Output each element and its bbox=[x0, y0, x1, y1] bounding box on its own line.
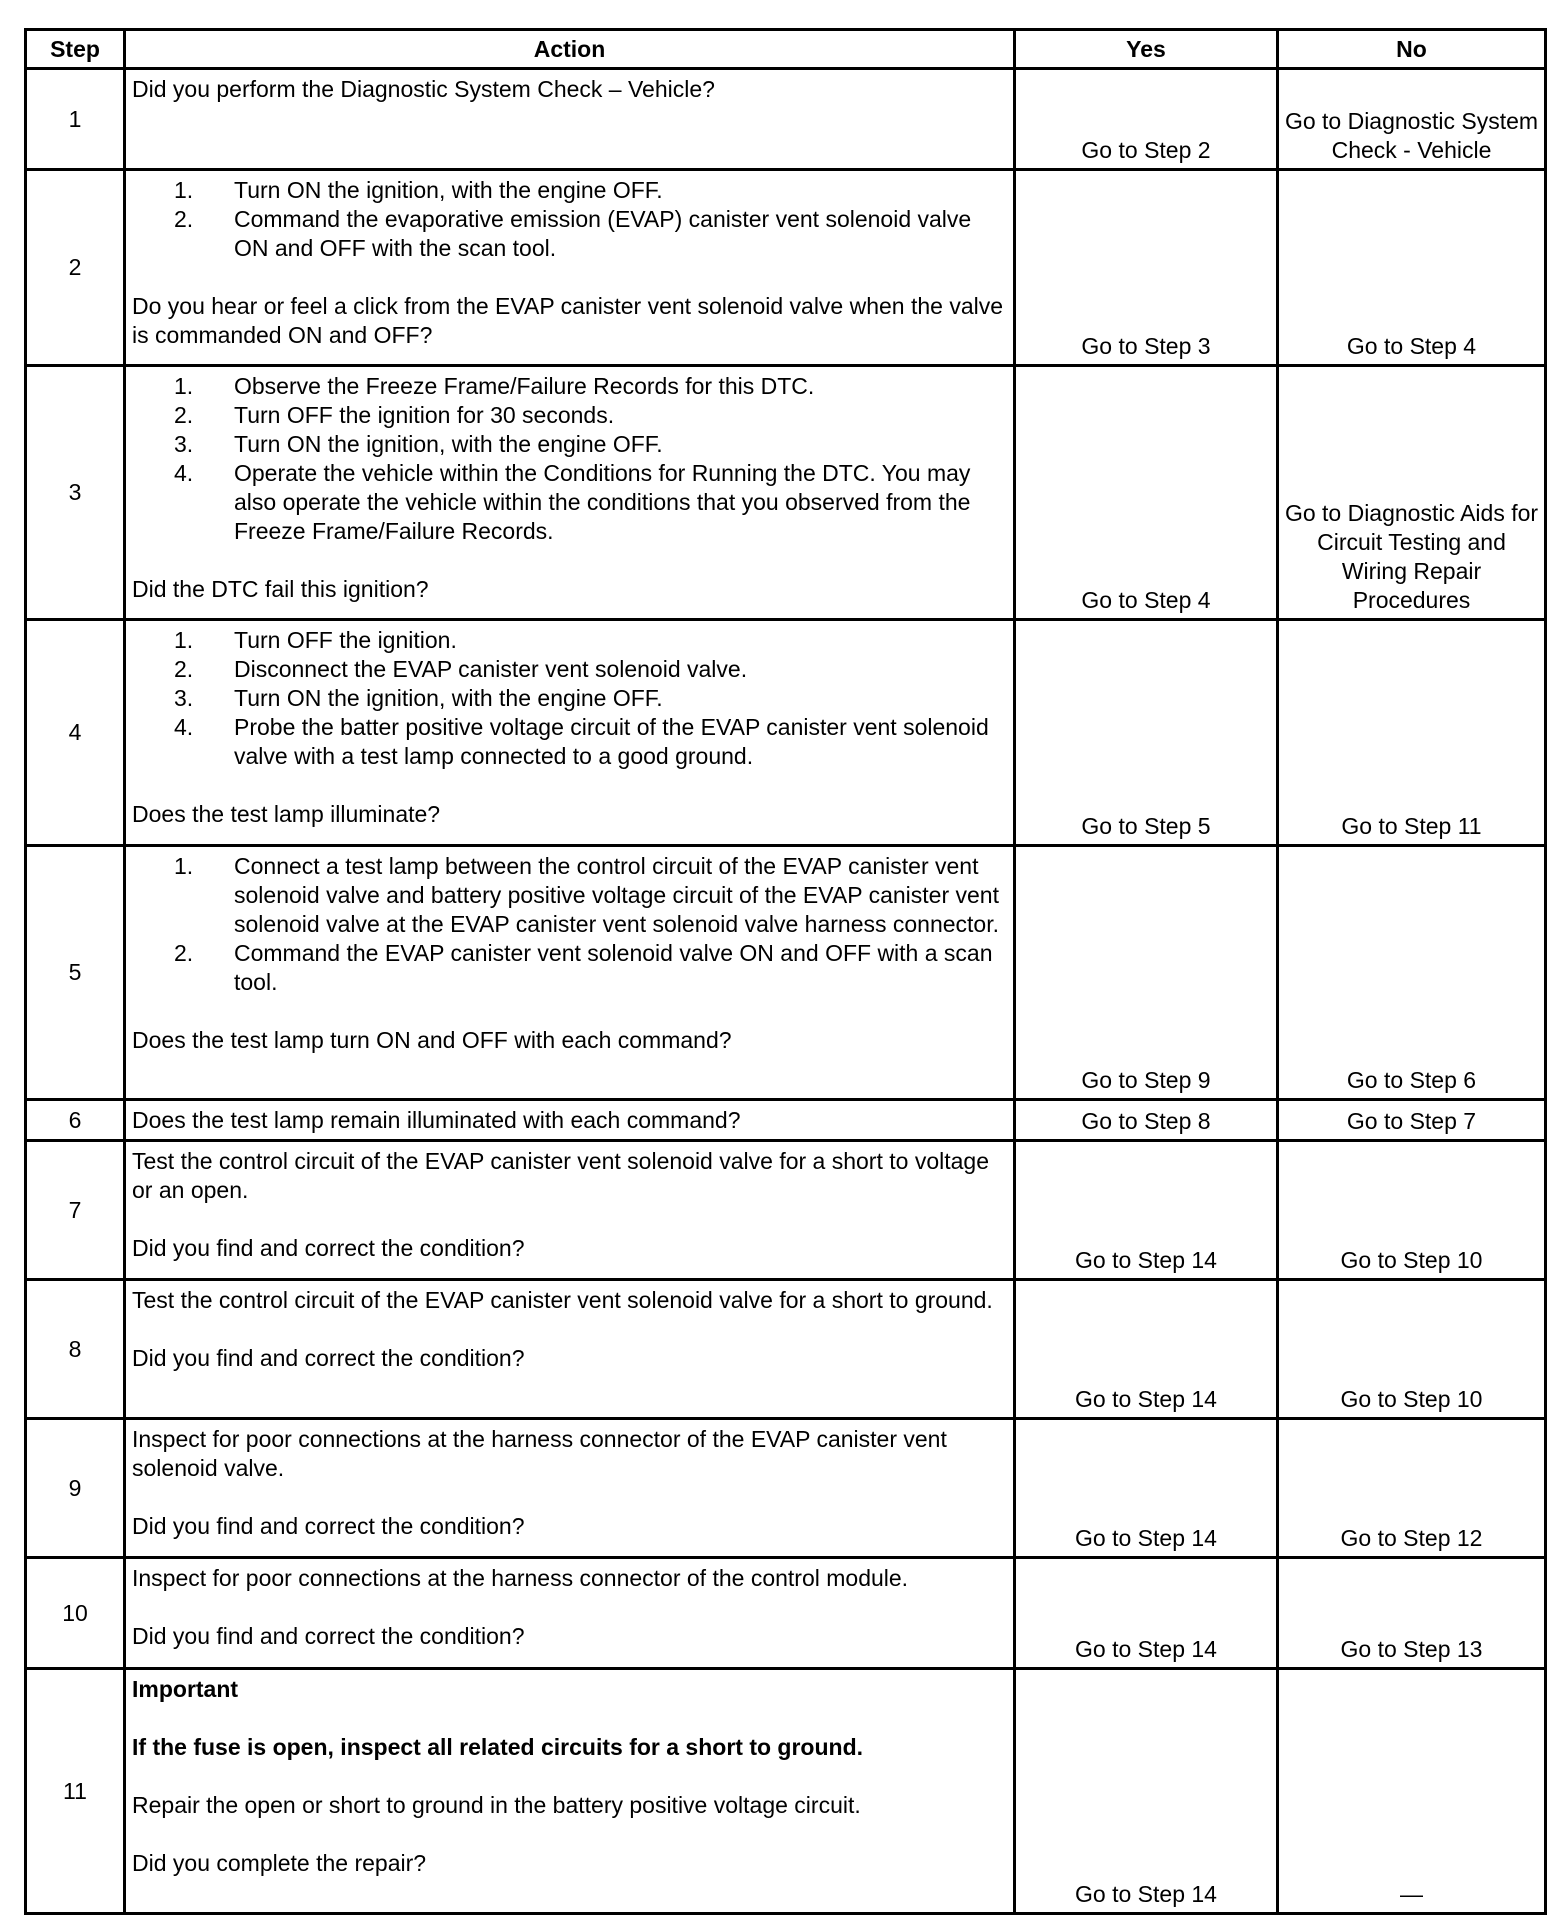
yes-cell: Go to Step 8 bbox=[1015, 1100, 1278, 1141]
no-cell: Go to Step 11 bbox=[1278, 620, 1546, 846]
no-cell: Go to Step 12 bbox=[1278, 1419, 1546, 1558]
instruction-text: Test the control circuit of the EVAP canister vent solenoid valve for a short to voltage or an open. bbox=[132, 1148, 989, 1203]
step-number: 1 bbox=[26, 69, 125, 170]
no-cell: Go to Diagnostic System Check - Vehicle bbox=[1278, 69, 1546, 170]
header-action: Action bbox=[125, 30, 1015, 69]
table-row-step-1 bbox=[26, 69, 1546, 170]
question-text: Did you find and correct the condition? bbox=[132, 1513, 525, 1539]
list-item: 2. Disconnect the EVAP canister vent solenoid valve. bbox=[174, 656, 748, 682]
instruction-list bbox=[132, 176, 1007, 263]
action-cell bbox=[125, 1558, 1015, 1669]
step-number: 8 bbox=[26, 1280, 125, 1419]
step-number: 11 bbox=[26, 1669, 125, 1914]
action-cell bbox=[125, 1280, 1015, 1419]
yes-cell: Go to Step 14 bbox=[1015, 1669, 1278, 1914]
header-row bbox=[26, 30, 1546, 69]
question-text: Do you hear or feel a click from the EVAP canister vent solenoid valve when the valve is commanded ON and OFF? bbox=[132, 293, 1004, 348]
question-text: Does the test lamp illuminate? bbox=[132, 801, 441, 827]
list-item: 1. Turn OFF the ignition. bbox=[174, 627, 457, 653]
instruction-text: Inspect for poor connections at the harness connector of the EVAP canister vent solenoid valve. bbox=[132, 1426, 947, 1481]
no-cell: Go to Diagnostic Aids for Circuit Testing and Wiring Repair Procedures bbox=[1278, 366, 1546, 620]
yes-cell: Go to Step 14 bbox=[1015, 1558, 1278, 1669]
table-row-step-4 bbox=[26, 620, 1546, 846]
question-text: Does the test lamp turn ON and OFF with each command? bbox=[132, 1027, 732, 1053]
yes-cell: Go to Step 9 bbox=[1015, 846, 1278, 1100]
no-cell: Go to Step 6 bbox=[1278, 846, 1546, 1100]
question-text: Did you find and correct the condition? bbox=[132, 1345, 525, 1371]
instruction-text: Repair the open or short to ground in the battery positive voltage circuit. bbox=[132, 1792, 861, 1818]
table-row-step-8 bbox=[26, 1280, 1546, 1419]
instruction-list bbox=[132, 626, 1007, 771]
table-row-step-7 bbox=[26, 1141, 1546, 1280]
question-text: Does the test lamp remain illuminated with each command? bbox=[132, 1107, 741, 1133]
step-number: 6 bbox=[26, 1100, 125, 1141]
no-cell: Go to Step 13 bbox=[1278, 1558, 1546, 1669]
list-item: 3. Turn ON the ignition, with the engine OFF. bbox=[174, 685, 663, 711]
question-text: Did you find and correct the condition? bbox=[132, 1623, 525, 1649]
list-item: 2. Command the EVAP canister vent solenoid valve ON and OFF with a scan tool. bbox=[174, 940, 993, 995]
no-cell: Go to Step 7 bbox=[1278, 1100, 1546, 1141]
header-yes: Yes bbox=[1015, 30, 1278, 69]
question-text: Did the DTC fail this ignition? bbox=[132, 576, 429, 602]
step-number: 3 bbox=[26, 366, 125, 620]
instruction-text: Test the control circuit of the EVAP canister vent solenoid valve for a short to ground. bbox=[132, 1287, 993, 1313]
instruction-text: Inspect for poor connections at the harness connector of the control module. bbox=[132, 1565, 909, 1591]
step-number: 2 bbox=[26, 170, 125, 366]
action-cell bbox=[125, 170, 1015, 366]
step-number: 7 bbox=[26, 1141, 125, 1280]
yes-cell: Go to Step 2 bbox=[1015, 69, 1278, 170]
table-row-step-9 bbox=[26, 1419, 1546, 1558]
list-item: 3. Turn ON the ignition, with the engine OFF. bbox=[174, 431, 663, 457]
table-row-step-10 bbox=[26, 1558, 1546, 1669]
header-no: No bbox=[1278, 30, 1546, 69]
list-item: 4. Probe the batter positive voltage circuit of the EVAP canister vent solenoid valve with a test lamp connected to a good ground. bbox=[174, 714, 989, 769]
important-note: If the fuse is open, inspect all related circuits for a short to ground. bbox=[132, 1734, 864, 1760]
no-cell: Go to Step 4 bbox=[1278, 170, 1546, 366]
header-step: Step bbox=[26, 30, 125, 69]
list-item: 1. Turn ON the ignition, with the engine OFF. bbox=[174, 177, 663, 203]
step-number: 4 bbox=[26, 620, 125, 846]
action-cell bbox=[125, 1419, 1015, 1558]
table-row-step-3 bbox=[26, 366, 1546, 620]
action-cell bbox=[125, 1141, 1015, 1280]
action-cell bbox=[125, 366, 1015, 620]
list-item: 4. Operate the vehicle within the Conditions for Running the DTC. You may also operate the vehicle within the conditions that you observed from the Freeze Frame/Failure Records. bbox=[174, 460, 971, 544]
yes-cell: Go to Step 14 bbox=[1015, 1419, 1278, 1558]
list-item: 1. Connect a test lamp between the control circuit of the EVAP canister vent solenoid valve and battery positive voltage circuit of the EVAP canister vent solenoid valve at the EVAP canister vent solenoid valve harness connector. bbox=[174, 853, 999, 937]
step-number: 5 bbox=[26, 846, 125, 1100]
no-cell: Go to Step 10 bbox=[1278, 1280, 1546, 1419]
no-cell: — bbox=[1278, 1669, 1546, 1914]
action-cell bbox=[125, 1669, 1015, 1914]
list-item: 1. Observe the Freeze Frame/Failure Records for this DTC. bbox=[174, 373, 815, 399]
question-text: Did you find and correct the condition? bbox=[132, 1235, 525, 1261]
important-heading: Important bbox=[132, 1676, 239, 1702]
step-number: 10 bbox=[26, 1558, 125, 1669]
table-row-step-6 bbox=[26, 1100, 1546, 1141]
diagnostic-table bbox=[24, 28, 1547, 1915]
action-cell bbox=[125, 1100, 1015, 1141]
no-cell: Go to Step 10 bbox=[1278, 1141, 1546, 1280]
action-cell bbox=[125, 620, 1015, 846]
yes-cell: Go to Step 4 bbox=[1015, 366, 1278, 620]
action-cell bbox=[125, 69, 1015, 170]
yes-cell: Go to Step 14 bbox=[1015, 1141, 1278, 1280]
yes-cell: Go to Step 5 bbox=[1015, 620, 1278, 846]
yes-cell: Go to Step 3 bbox=[1015, 170, 1278, 366]
table-row-step-5 bbox=[26, 846, 1546, 1100]
yes-cell: Go to Step 14 bbox=[1015, 1280, 1278, 1419]
action-cell bbox=[125, 846, 1015, 1100]
table-row-step-11 bbox=[26, 1669, 1546, 1914]
list-item: 2. Turn OFF the ignition for 30 seconds. bbox=[174, 402, 615, 428]
question-text: Did you perform the Diagnostic System Check – Vehicle? bbox=[132, 76, 715, 102]
instruction-list bbox=[132, 372, 1007, 546]
table-row-step-2 bbox=[26, 170, 1546, 366]
question-text: Did you complete the repair? bbox=[132, 1850, 427, 1876]
instruction-list bbox=[132, 852, 1007, 997]
step-number: 9 bbox=[26, 1419, 125, 1558]
list-item: 2. Command the evaporative emission (EVAP) canister vent solenoid valve ON and OFF with the scan tool. bbox=[174, 206, 972, 261]
